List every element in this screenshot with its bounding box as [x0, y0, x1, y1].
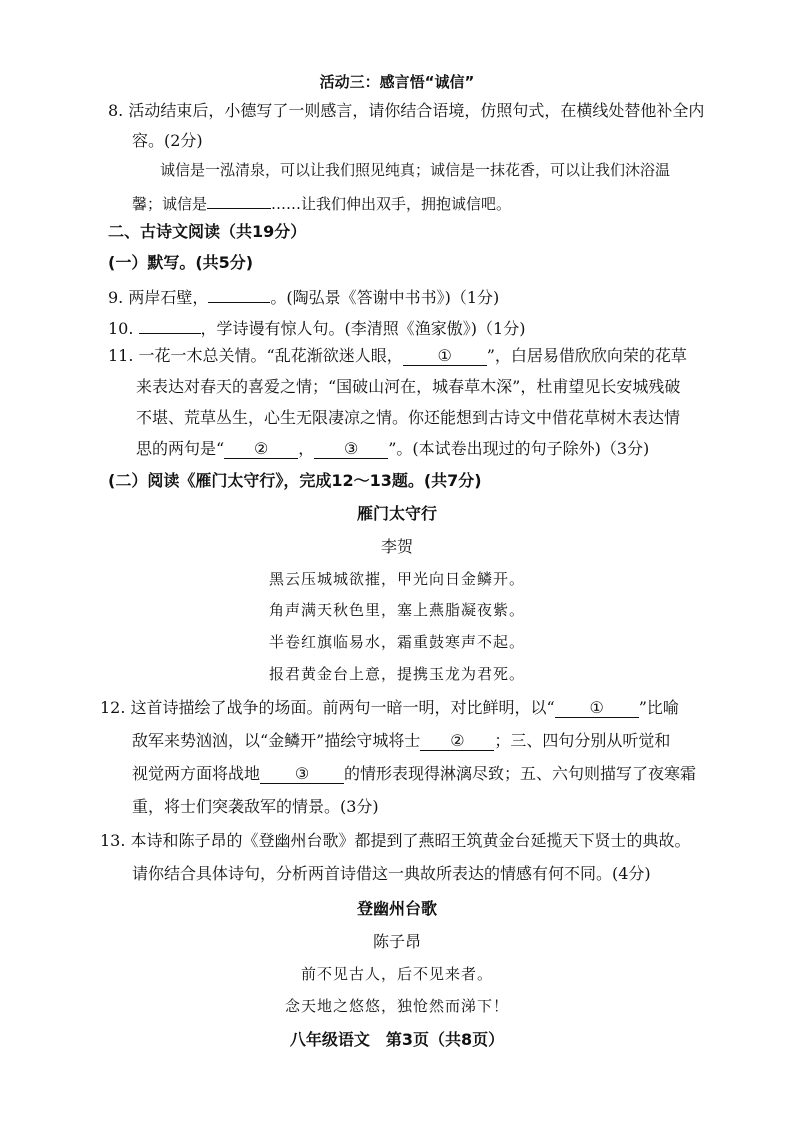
q11-l1-before: 11. 一花一木总关情。“乱花渐欲迷人眼，: [108, 346, 403, 365]
q8-answer-blank[interactable]: [207, 190, 271, 209]
q12-line4: 重，将士们突袭敌军的情景。(3分): [132, 797, 379, 816]
poem1-title: 雁门太守行: [356, 504, 437, 523]
q11-blank3[interactable]: ③: [314, 440, 388, 459]
q12-blank2[interactable]: ②: [420, 732, 494, 751]
poem1-line: 报君黄金台上意，提携玉龙为君死。: [268, 665, 525, 683]
q8-quote-after: ……让我们伸出双手，拥抱诚信吧。: [271, 195, 512, 213]
sub1-title: (一）默写。(共5分): [108, 253, 254, 272]
q9-before: 9. 两岸石壁，: [108, 288, 209, 307]
sub2-title: (二）阅读《雁门太守行》，完成12～13题。(共7分): [108, 471, 482, 490]
q11-l4-before: 思的两句是“: [136, 439, 225, 458]
poem1-line: 角声满天秋色里，塞上燕脂凝夜紫。: [268, 601, 525, 619]
poem1-line: 黑云压城城欲摧，甲光向日金鳞开。: [268, 570, 525, 588]
q8-line1: 8. 活动结束后，小德写了一则感言，请你结合语境，仿照句式，在横线处替他补全内: [108, 101, 705, 120]
poem2-line: 前不见古人，后不见来者。: [300, 965, 493, 983]
q11-line4: [136, 439, 649, 459]
q10-blank[interactable]: [139, 315, 201, 334]
q11-blank2[interactable]: ②: [224, 440, 298, 459]
poem2-title: 登幽州台歌: [356, 899, 437, 918]
q12-l3-after: 的情形表现得淋漓尽致；五、六句则描写了夜寒霜: [344, 764, 697, 783]
q12-l1-before: 12. 这首诗描绘了战争的场面。前两句一暗一明，对比鲜明，以“: [100, 698, 555, 717]
q12-line3: [132, 764, 696, 784]
q12-l2-after: ；三、四句分别从听觉和: [494, 731, 671, 750]
q12-l3-before: 视觉两方面将战地: [132, 764, 261, 783]
q12-line1: [100, 698, 679, 718]
poem1-author: 李贺: [380, 537, 413, 556]
q11-line2: 来表达对春天的喜爱之情；“国破山河在，城春草木深”，杜甫望见长安城残破: [136, 377, 681, 396]
poem2-line: 念天地之悠悠，独怆然而涕下！: [284, 997, 509, 1015]
q12-l1-after: ”比喻: [638, 698, 679, 717]
q10-before: 10.: [108, 319, 139, 338]
q11-line3: 不堪、荒草丛生，心生无限凄凉之情。你还能想到古诗文中借花草树木表达情: [136, 408, 681, 427]
q10-line: [108, 315, 525, 339]
q11-l4-after: ”。(本试卷出现过的句子除外)（3分): [388, 439, 650, 458]
q12-l2-before: 敌军来势汹汹，以“金鳞开”描绘守城将士: [132, 731, 421, 750]
q13-line2: 请你结合具体诗句，分析两首诗借这一典故所表达的情感有何不同。(4分): [132, 864, 651, 883]
q12-blank3[interactable]: ③: [260, 765, 344, 784]
q10-after: ，学诗谩有惊人句。(李清照《渔家傲》)（1分): [200, 319, 526, 338]
q11-line1: [108, 346, 687, 366]
q12-blank1[interactable]: ①: [555, 699, 639, 718]
activity-title: 活动三：感言悟“诚信”: [319, 73, 475, 91]
section2-title: 二、古诗文阅读（共19分）: [108, 222, 307, 241]
poem2-author: 陈子昂: [372, 932, 421, 951]
q9-line: [108, 284, 499, 308]
poem1-line: 半卷红旗临易水，霜重鼓寒声不起。: [268, 633, 525, 651]
q13-line1: 13. 本诗和陈子昂的《登幽州台歌》都提到了燕昭王筑黄金台延揽天下贤士的典故。: [100, 831, 691, 850]
q12-line2: [132, 731, 670, 751]
q8-quote-line1: 诚信是一泓清泉，可以让我们照见纯真；诚信是一抹花香，可以让我们沐浴温: [160, 161, 671, 179]
q11-blank1[interactable]: ①: [403, 347, 487, 366]
q8-line2: 容。(2分): [132, 131, 203, 150]
q9-after: 。(陶弘景《答谢中书书》)（1分): [270, 288, 500, 307]
q11-l4-mid: ，: [298, 439, 315, 458]
q11-l1-after: ”，白居易借欣欣向荣的花草: [486, 346, 687, 365]
q8-quote-line2: [132, 190, 511, 214]
q8-quote-before: 馨；诚信是: [132, 195, 208, 213]
page-footer: 八年级语文 第3页（共8页）: [289, 1030, 505, 1049]
q9-blank[interactable]: [208, 284, 270, 303]
